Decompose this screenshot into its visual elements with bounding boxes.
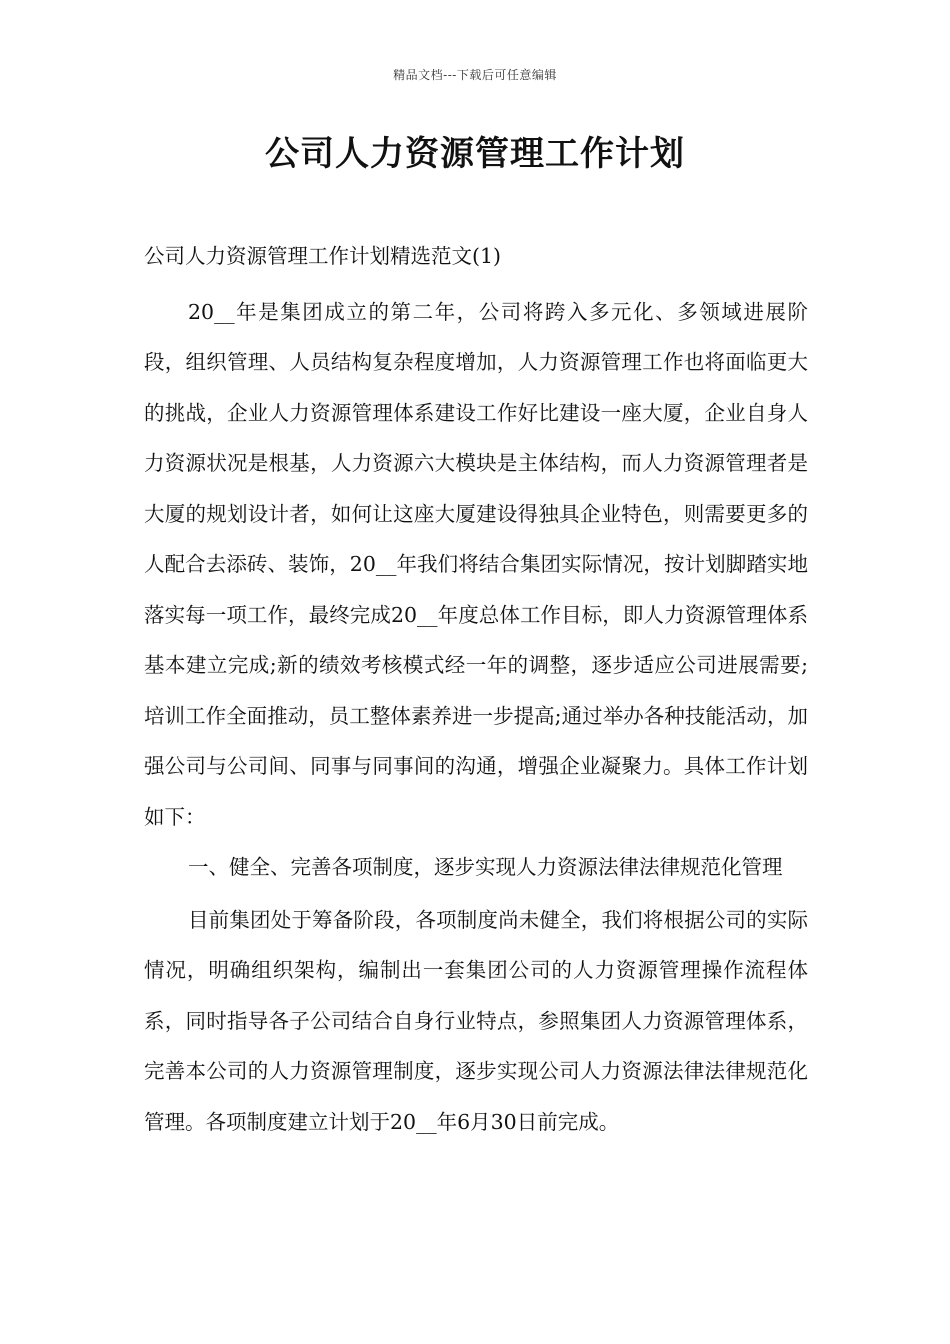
section-heading: 一、健全、完善各项制度，逐步实现人力资源法律法律规范化管理 [188, 855, 783, 879]
paragraph-section-1: 目前集团处于筹备阶段，各项制度尚未健全，我们将根据公司的实际情况，明确组织架构，编制出一套集团公司的人力资源管理操作流程体系，同时指导各子公司结合自身行业特点，参照集团人力资源管理体系，完善本公司的人力资源管理制度，逐步实现公司人力资源法律法律规范化管理。各项制度建立计划于20__年6月30日前完成。 [144, 907, 808, 1134]
paragraph-intro: 20__年是集团成立的第二年，公司将跨入多元化、多领域进展阶段，组织管理、人员结构复杂程度增加，人力资源管理工作也将面临更大的挑战，企业人力资源管理体系建设工作好比建设一座大厦，企业自身人力资源状况是根基，人力资源六大模块是主体结构，而人力资源管理者是大厦的规划设计者，如何让这座大厦建设得独具企业特色，则需要更多的人配合去添砖、装饰，20__年我们将结合集团实际情况，按计划脚踏实地落实每一项工作，最终完成20__年度总体工作目标，即人力资源管理体系基本建立完成;新的绩效考核模式经一年的调整，逐步适应公司进展需要;培训工作全面推动，员工整体素养进一步提高;通过举办各种技能活动，加强公司与公司间、同事与同事间的沟通，增强企业凝聚力。具体工作计划如下： [144, 299, 808, 829]
document-title: 公司人力资源管理工作计划 [265, 134, 685, 174]
header-note: 精品文档---下载后可任意编辑 [393, 68, 557, 82]
document-body [144, 231, 808, 1147]
document-subtitle: 公司人力资源管理工作计划精选范文(1) [144, 244, 502, 268]
